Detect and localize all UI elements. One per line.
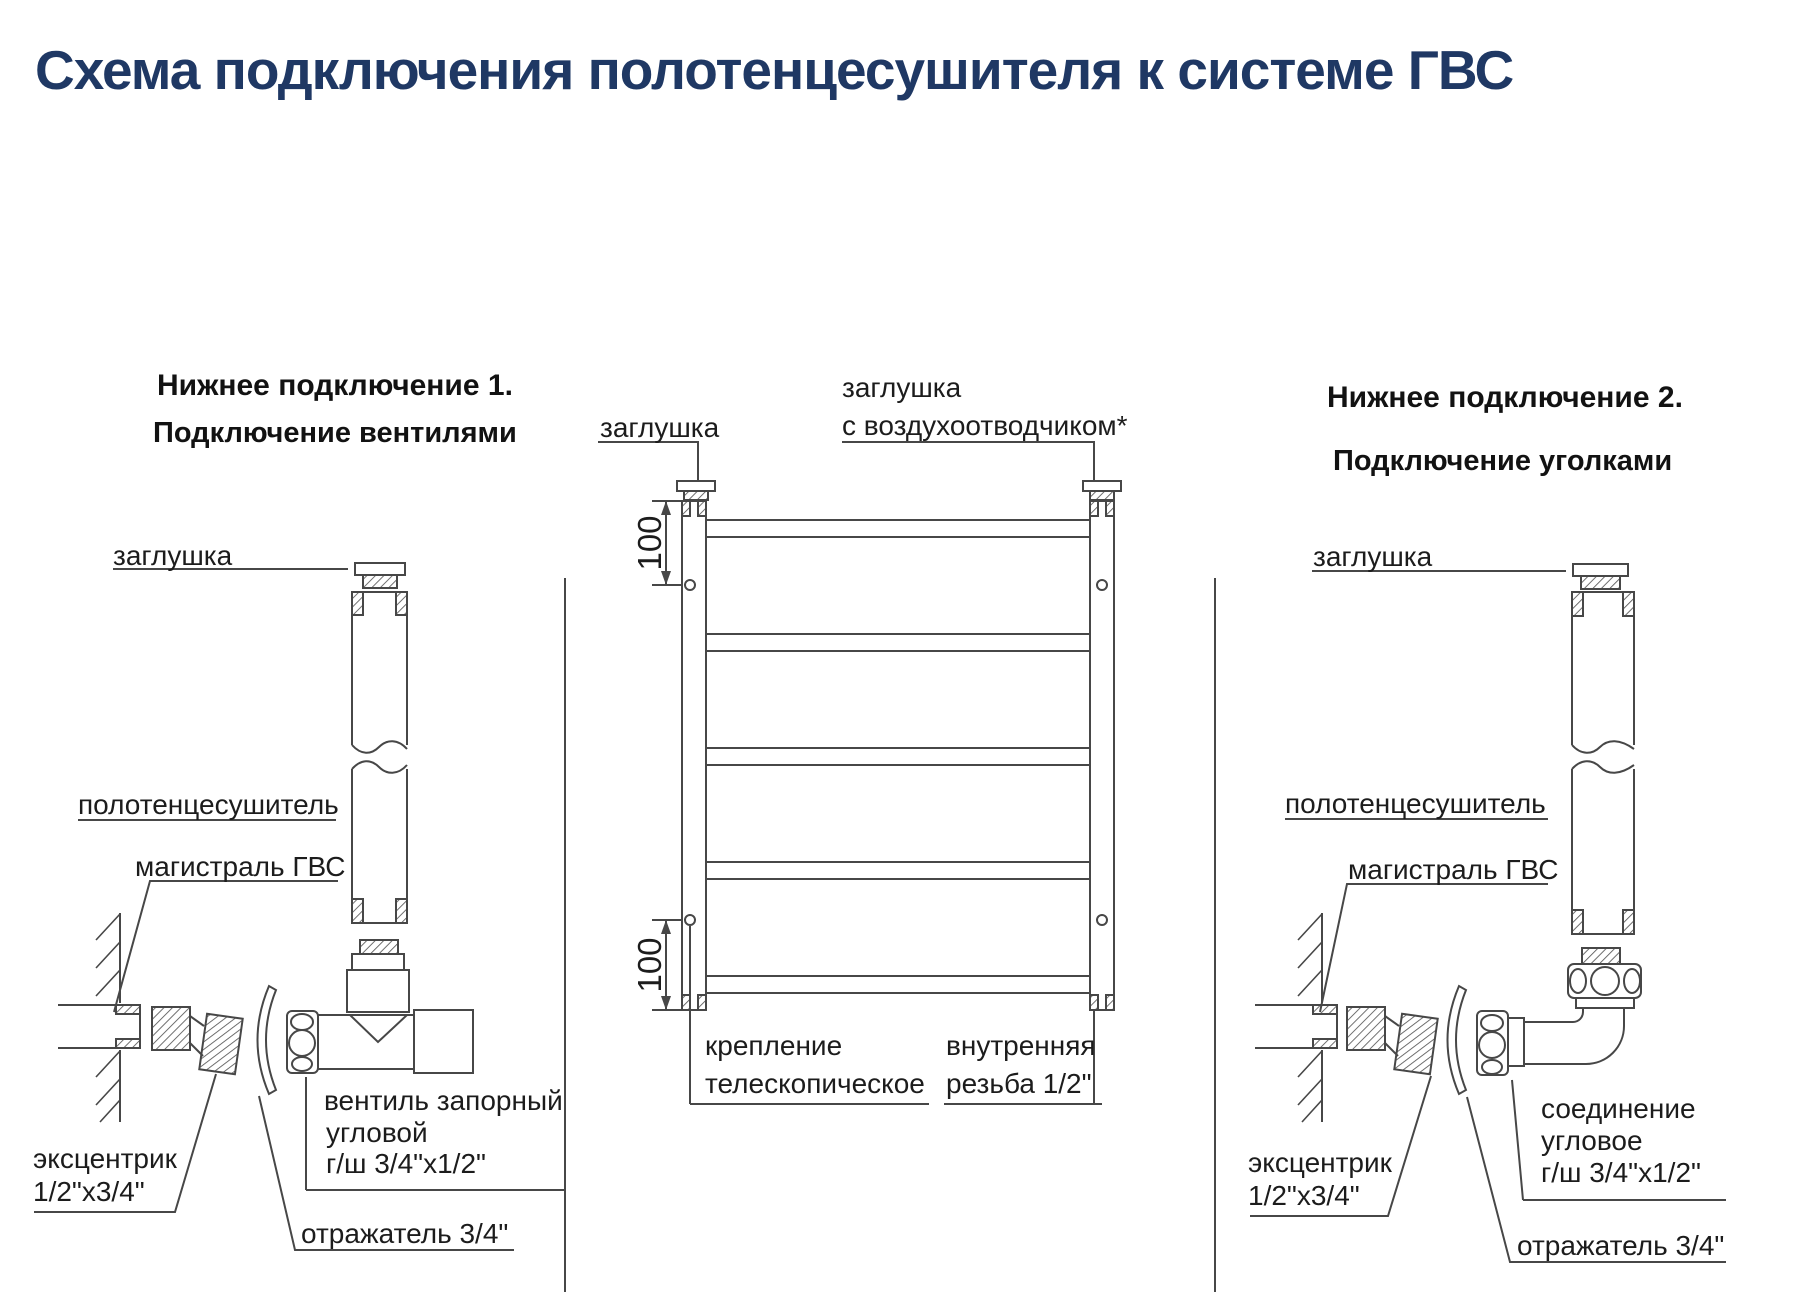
eccentric (152, 1007, 243, 1074)
leader-hws-main (1320, 884, 1548, 1012)
page-title: Схема подключения полотенцесушителя к системе ГВС (35, 39, 1514, 101)
center-label-mounting-line2: телескопическое (705, 1068, 925, 1099)
hws-pipe (58, 1005, 140, 1048)
plug-cap-left (677, 481, 715, 500)
right-label-plug: заглушка (1313, 541, 1433, 572)
plug-cap-right (1083, 481, 1121, 500)
wall (96, 913, 120, 1122)
left-label-reflector: отражатель 3/4" (301, 1218, 509, 1249)
dimension-bottom-value: 100 (631, 937, 668, 993)
plug-cap (1573, 564, 1628, 589)
left-label-towel-rail: полотенцесушитель (78, 789, 339, 820)
right-label-towel-rail: полотенцесушитель (1285, 788, 1546, 819)
left-label-eccentric-line1: эксцентрик (33, 1143, 177, 1174)
right-label-eccentric-line1: эксцентрик (1248, 1147, 1392, 1178)
reflector (258, 986, 277, 1094)
right-label-hws-main: магистраль ГВС (1348, 854, 1559, 885)
right-heading-line1: Нижнее подключение 2. (1327, 381, 1683, 414)
eccentric (1347, 1007, 1438, 1074)
wall (1298, 913, 1322, 1122)
right-heading-line2: Подключение уголками (1333, 445, 1673, 477)
center-label-airvent-line2: с воздухоотводчиком* (842, 410, 1128, 441)
left-label-valve-line1: вентиль запорный (324, 1085, 563, 1116)
left-label-eccentric-line2: 1/2"x3/4" (33, 1176, 145, 1207)
left-label-hws-main: магистраль ГВС (135, 851, 346, 882)
leader-plug-airvent (842, 442, 1094, 481)
rail-left (682, 501, 706, 1010)
right-label-corner-line3: г/ш 3/4"x1/2" (1541, 1157, 1701, 1188)
leader-hws-main (114, 881, 338, 1012)
hws-pipe (1255, 1005, 1337, 1048)
left-label-valve-line3: г/ш 3/4"x1/2" (326, 1148, 486, 1179)
angle-connector (1477, 948, 1641, 1075)
left-heading-line1: Нижнее подключение 1. (157, 369, 513, 402)
left-label-valve-line2: угловой (326, 1117, 428, 1148)
reflector (1448, 986, 1467, 1094)
rail-right (1090, 501, 1114, 1010)
towel-pipe-upper (1572, 592, 1634, 753)
right-label-corner-line2: угловое (1541, 1125, 1643, 1156)
left-heading-line2: Подключение вентилями (153, 417, 517, 449)
center-label-plug: заглушка (600, 412, 720, 443)
center-label-mounting-line1: крепление (705, 1030, 843, 1061)
plug-cap (355, 563, 405, 588)
mounting-holes (685, 580, 1107, 925)
rungs (706, 520, 1090, 993)
towel-pipe-upper (352, 592, 407, 753)
leader-plug-left (598, 442, 698, 481)
right-label-reflector: отражатель 3/4" (1517, 1230, 1725, 1261)
center-label-thread-line1: внутренняя (946, 1030, 1096, 1061)
elbow (1524, 1008, 1624, 1064)
towel-pipe-lower (1572, 761, 1634, 934)
dimension-top-value: 100 (631, 515, 668, 571)
right-label-corner-line1: соединение (1541, 1093, 1696, 1124)
left-label-plug: заглушка (113, 540, 233, 571)
right-label-eccentric-line2: 1/2"x3/4" (1248, 1180, 1360, 1211)
angle-valve (287, 940, 473, 1073)
rail-threads (682, 501, 1114, 1010)
center-label-thread-line2: резьба 1/2" (946, 1068, 1092, 1099)
towel-pipe-lower (352, 761, 407, 923)
center-label-airvent-line1: заглушка (842, 372, 962, 403)
